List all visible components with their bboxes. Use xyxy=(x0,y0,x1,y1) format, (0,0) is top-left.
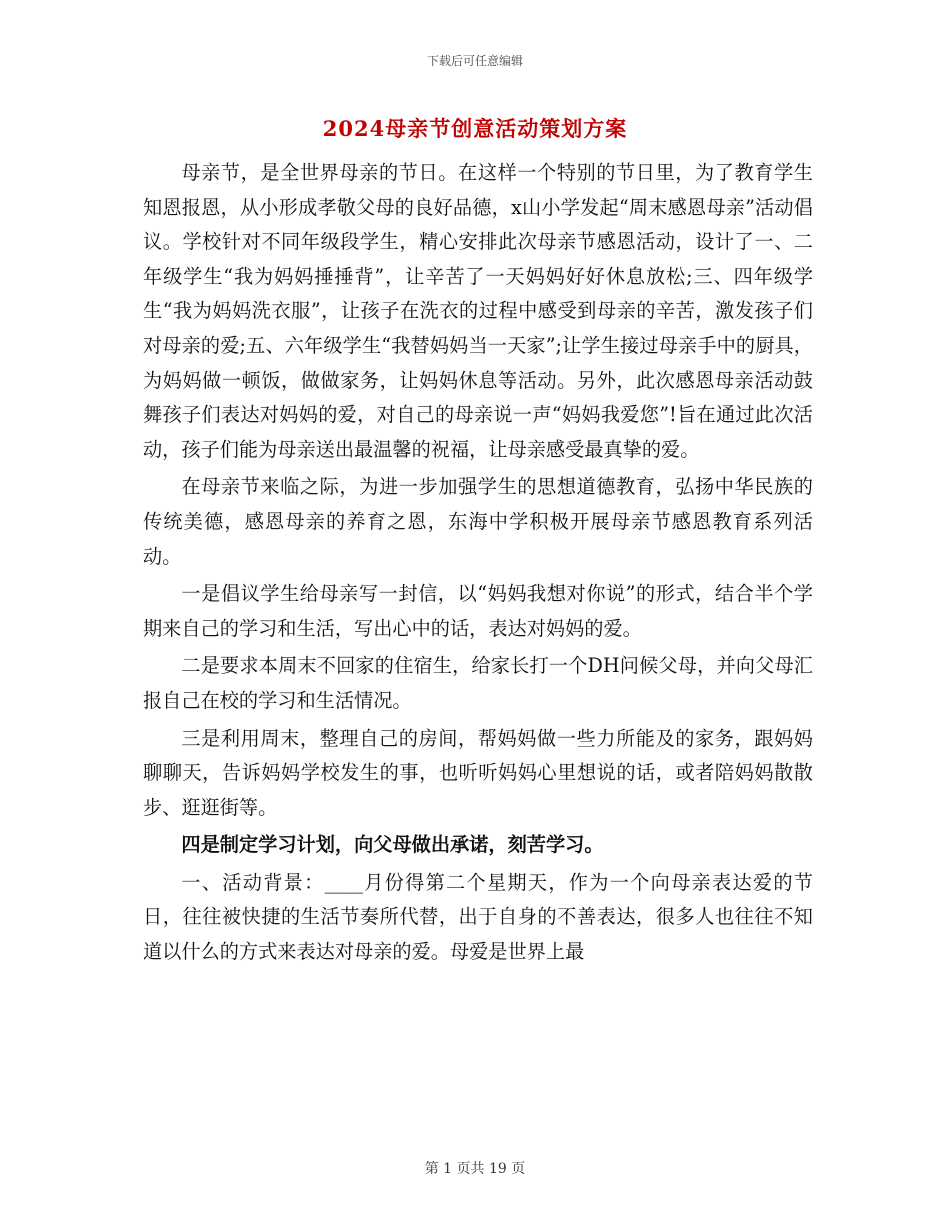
paragraph-item-3: 三是利用周末，整理自己的房间，帮妈妈做一些力所能及的家务，跟妈妈聊聊天，告诉妈妈学校发生的事，也听听妈妈心里想说的话，或者陪妈妈散散步、逛逛街等。 xyxy=(143,726,813,819)
paragraph-item-4: 四是制定学习计划，向父母做出承诺，刻苦学习。 xyxy=(181,833,604,857)
paragraph-item-2: 二是要求本周末不回家的住宿生，给家长打一个DH问候父母，并向父母汇报自己在校的学习和生活情况。 xyxy=(143,654,813,712)
page-footer: 第 1 页共 19 页 xyxy=(424,1161,526,1177)
paragraph-intro: 母亲节，是全世界母亲的节日。在这样一个特别的节日里，为了教育学生知恩报恩，从小形成孝敬父母的良好品德，x山小学发起“周末感恩母亲”活动倡议。学校针对不同年级段学生，精心安排此次母亲节感恩活动，设计了一、二年级学生“我为妈妈捶捶背”，让辛苦了一天妈妈好好休息放松;三、四年级学生“我为妈妈洗衣服”，让孩子在洗衣的过程中感受到母亲的辛苦，激发孩子们对母亲的爱;五、六年级学生“我替妈妈当一天家”;让学生接过母亲手中的厨具，为妈妈做一顿饭，做做家务，让妈妈休息等活动。另外，此次感恩母亲活动鼓舞孩子们表达对妈妈的爱，对自己的母亲说一声“妈妈我爱您”!旨在通过此次活动，孩子们能为母亲送出最温馨的祝福，让母亲感受最真挚的爱。 xyxy=(143,161,813,461)
paragraph-activity-background: 一、活动背景：____月份得第二个星期天，作为一个向母亲表达爱的节日，往往被快捷的生活节奏所代替，出于自身的不善表达，很多人也往往不知道以什么的方式来表达对母亲的爱。母爱是世界上最 xyxy=(143,870,813,964)
document-title: 2024母亲节创意活动策划方案 xyxy=(322,116,628,141)
document-body xyxy=(143,156,813,973)
page-header: 下载后可任意编辑 xyxy=(426,54,523,68)
paragraph-item-1: 一是倡议学生给母亲写一封信，以“妈妈我想对你说”的形式，结合半个学期来自己的学习和生活，写出心中的话，表达对妈妈的爱。 xyxy=(143,582,813,640)
paragraph-background: 在母亲节来临之际，为进一步加强学生的思想道德教育，弘扬中华民族的传统美德，感恩母亲的养育之恩，东海中学积极开展母亲节感恩教育系列活动。 xyxy=(143,475,813,568)
